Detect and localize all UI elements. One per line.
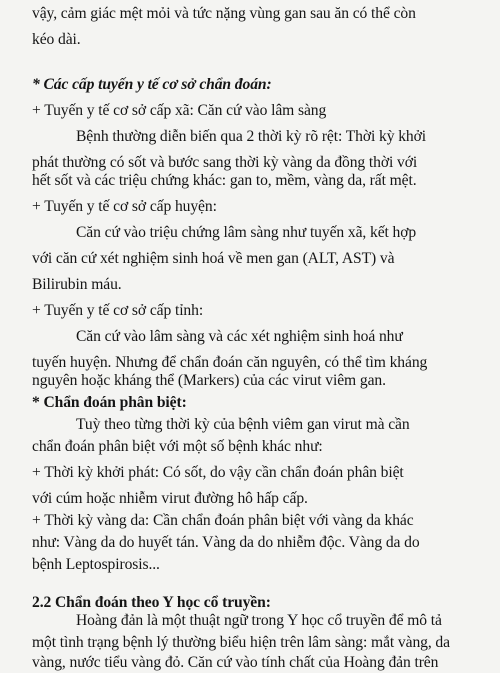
text-line: một tình trạng bệnh lý thường biểu hiện trên lâm sàng: mắt vàng, da bbox=[32, 634, 450, 651]
text-line: + Tuyến y tế cơ sở cấp tỉnh: bbox=[32, 302, 204, 319]
text-line: với cúm hoặc nhiễm virut đường hô hấp cấp. bbox=[32, 490, 308, 507]
text-line: Bilirubin máu. bbox=[32, 276, 122, 293]
text-line: + Tuyến y tế cơ sở cấp huyện: bbox=[32, 198, 217, 215]
text-line: + Tuyến y tế cơ sở cấp xã: Căn cứ vào lâm sàng bbox=[32, 102, 327, 119]
text-line: kéo dài. bbox=[32, 31, 81, 48]
text-line: vàng, nước tiểu vàng đỏ. Căn cứ vào tính chất của Hoàng đản trên bbox=[32, 654, 439, 671]
text-line: nguyên hoặc kháng thể (Markers) của các virut viêm gan. bbox=[32, 372, 386, 389]
text-line: Hoàng đản là một thuật ngữ trong Y học cổ truyền để mô tả bbox=[76, 612, 442, 629]
text-line: bệnh Leptospirosis... bbox=[32, 556, 160, 573]
text-line: phát thường có sốt và bước sang thời kỳ vàng da đồng thời với bbox=[32, 154, 418, 171]
text-line: Bệnh thường diễn biến qua 2 thời kỳ rõ rệt: Thời kỳ khởi bbox=[76, 128, 426, 145]
text-line: Tuỳ theo từng thời kỳ của bệnh viêm gan virut mà cần bbox=[76, 416, 410, 433]
text-line: với căn cứ xét nghiệm sinh hoá về men gan (ALT, AST) và bbox=[32, 250, 395, 267]
text-line: như: Vàng da do huyết tán. Vàng da do nhiễm độc. Vàng da do bbox=[32, 534, 420, 551]
section-heading: 2.2 Chẩn đoán theo Y học cổ truyền: bbox=[32, 594, 271, 611]
text-line: tuyến huyện. Nhưng để chẩn đoán căn nguyên, có thể tìm kháng bbox=[32, 354, 428, 371]
text-line: hết sốt và các triệu chứng khác: gan to, mềm, vàng da, rất mệt. bbox=[32, 172, 417, 189]
section-heading: * Các cấp tuyến y tế cơ sở chẩn đoán: bbox=[32, 76, 272, 93]
text-line: + Thời kỳ khởi phát: Có sốt, do vậy cần chẩn đoán phân biệt bbox=[32, 464, 404, 481]
text-line: vậy, cảm giác mệt mỏi và tức nặng vùng gan sau ăn có thể còn bbox=[32, 5, 416, 22]
section-heading: * Chẩn đoán phân biệt: bbox=[32, 394, 187, 411]
text-line: + Thời kỳ vàng da: Cần chẩn đoán phân biệt với vàng da khác bbox=[32, 512, 414, 529]
text-line: Căn cứ vào lâm sàng và các xét nghiệm sinh hoá như bbox=[76, 328, 403, 345]
text-line: chẩn đoán phân biệt với một số bệnh khác như: bbox=[32, 438, 323, 455]
text-line: Căn cứ vào triệu chứng lâm sàng như tuyến xã, kết hợp bbox=[76, 224, 417, 241]
